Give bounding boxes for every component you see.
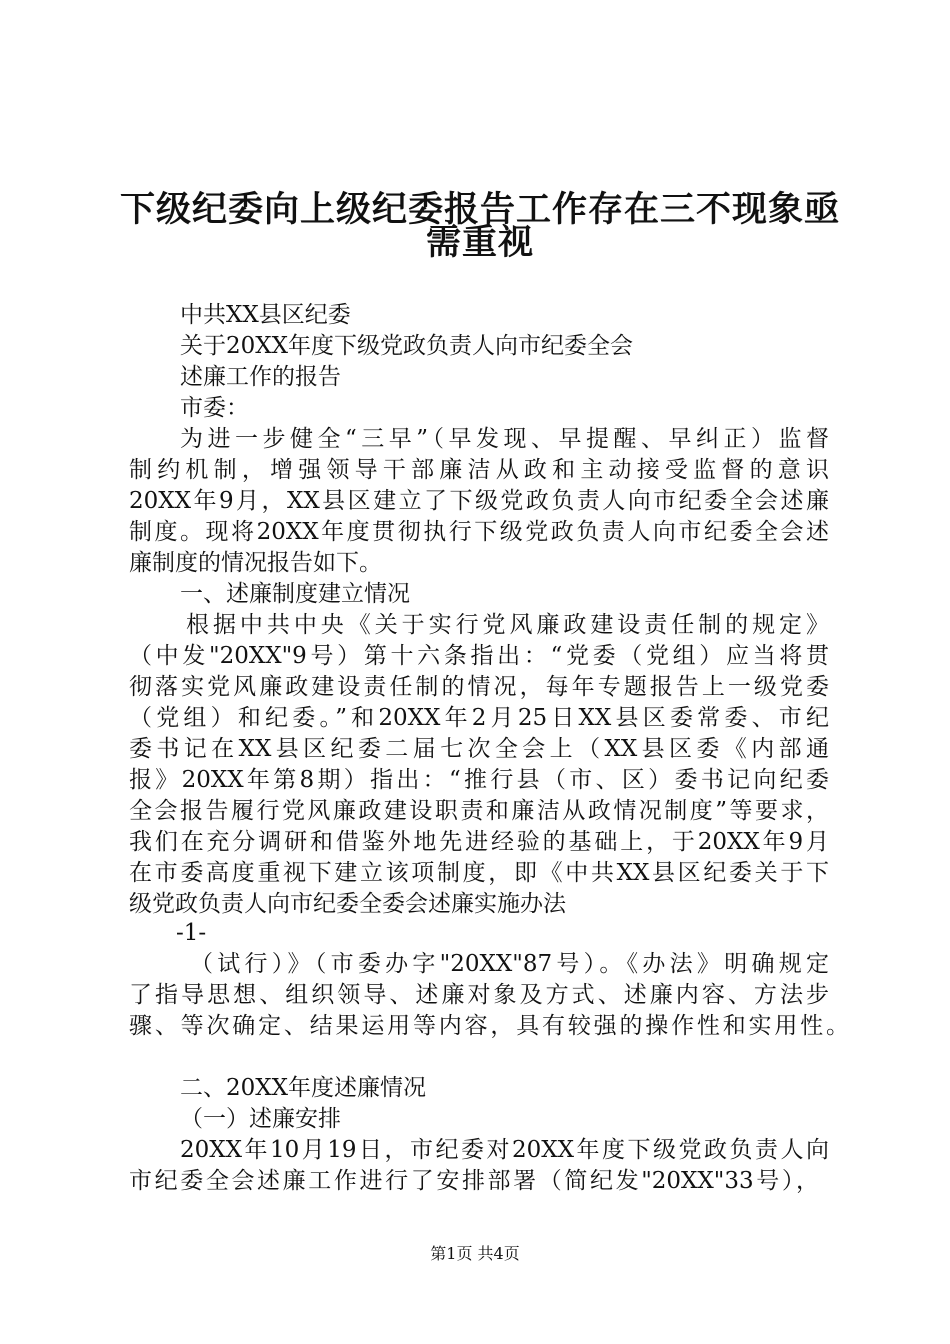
section-heading: 二、20XX年度述廉情况 <box>180 1075 427 1101</box>
document-title-line-1: 下级纪委向上级纪委报告工作存在三不现象亟 <box>119 190 840 230</box>
body-line: 市纪委全会述廉工作进行了安排部署（简纪发"20XX"33号）， <box>129 1168 819 1194</box>
body-line: 为进一步健全“三早”（早发现、早提醒、早纠正）监督 <box>180 426 829 452</box>
body-line: 中共XX县区纪委 <box>180 302 351 328</box>
body-line: 在市委高度重视下建立该项制度，即《中共XX县区纪委关于下 <box>129 860 829 886</box>
body-line: 彻落实党风廉政建设责任制的情况，每年专题报告上一级党委 <box>129 674 829 700</box>
body-line: 制约机制，增强领导干部廉洁从政和主动接受监督的意识 <box>129 457 829 483</box>
body-line: 骤、等次确定、结果运用等内容，具有较强的操作性和实用性。 <box>129 1013 849 1039</box>
body-line: 20XX年10月19日，市纪委对20XX年度下级党政负责人向 <box>180 1137 829 1163</box>
body-line: （中发"20XX"9号）第十六条指出：“党委（党组）应当将贯 <box>129 643 829 669</box>
body-line: 市委： <box>180 395 249 421</box>
body-line: 廉制度的情况报告如下。 <box>129 550 382 576</box>
body-line: 我们在充分调研和借鉴外地先进经验的基础上，于20XX年9月 <box>129 829 829 855</box>
body-line: 报》20XX年第8期）指出：“推行县（市、区）委书记向纪委 <box>129 767 829 793</box>
body-line: 20XX年9月，XX县区建立了下级党政负责人向市纪委全会述廉 <box>129 488 829 514</box>
section-heading: 一、述廉制度建立情况 <box>180 581 410 607</box>
body-line: 委书记在XX县区纪委二届七次全会上（XX县区委《内部通 <box>129 736 829 762</box>
body-line: 根据中共中央《关于实行党风廉政建设责任制的规定》 <box>186 612 829 638</box>
body-line: 关于20XX年度下级党政负责人向市纪委全会 <box>180 333 634 359</box>
document-title-line-2: 需重视 <box>425 223 534 263</box>
inline-page-number: -1- <box>176 920 207 946</box>
body-line: 全会报告履行党风廉政建设职责和廉洁从政情况制度”等要求， <box>129 798 829 824</box>
body-line: 制度。现将20XX年度贯彻执行下级党政负责人向市纪委全会述 <box>129 519 829 545</box>
body-line: （党组）和纪委。”和20XX年2月25日XX县区委常委、市纪 <box>129 705 829 731</box>
body-line: 级党政负责人向市纪委全委会述廉实施办法 <box>129 891 566 917</box>
subsection-heading: （一）述廉安排 <box>180 1106 341 1132</box>
body-line: （试行）》（市委办字"20XX"87号）。《办法》明确规定 <box>190 951 829 977</box>
body-line: 述廉工作的报告 <box>180 364 341 390</box>
page-footer: 第1页 共4页 <box>430 1244 520 1263</box>
body-line: 了指导思想、组织领导、述廉对象及方式、述廉内容、方法步 <box>129 982 829 1008</box>
